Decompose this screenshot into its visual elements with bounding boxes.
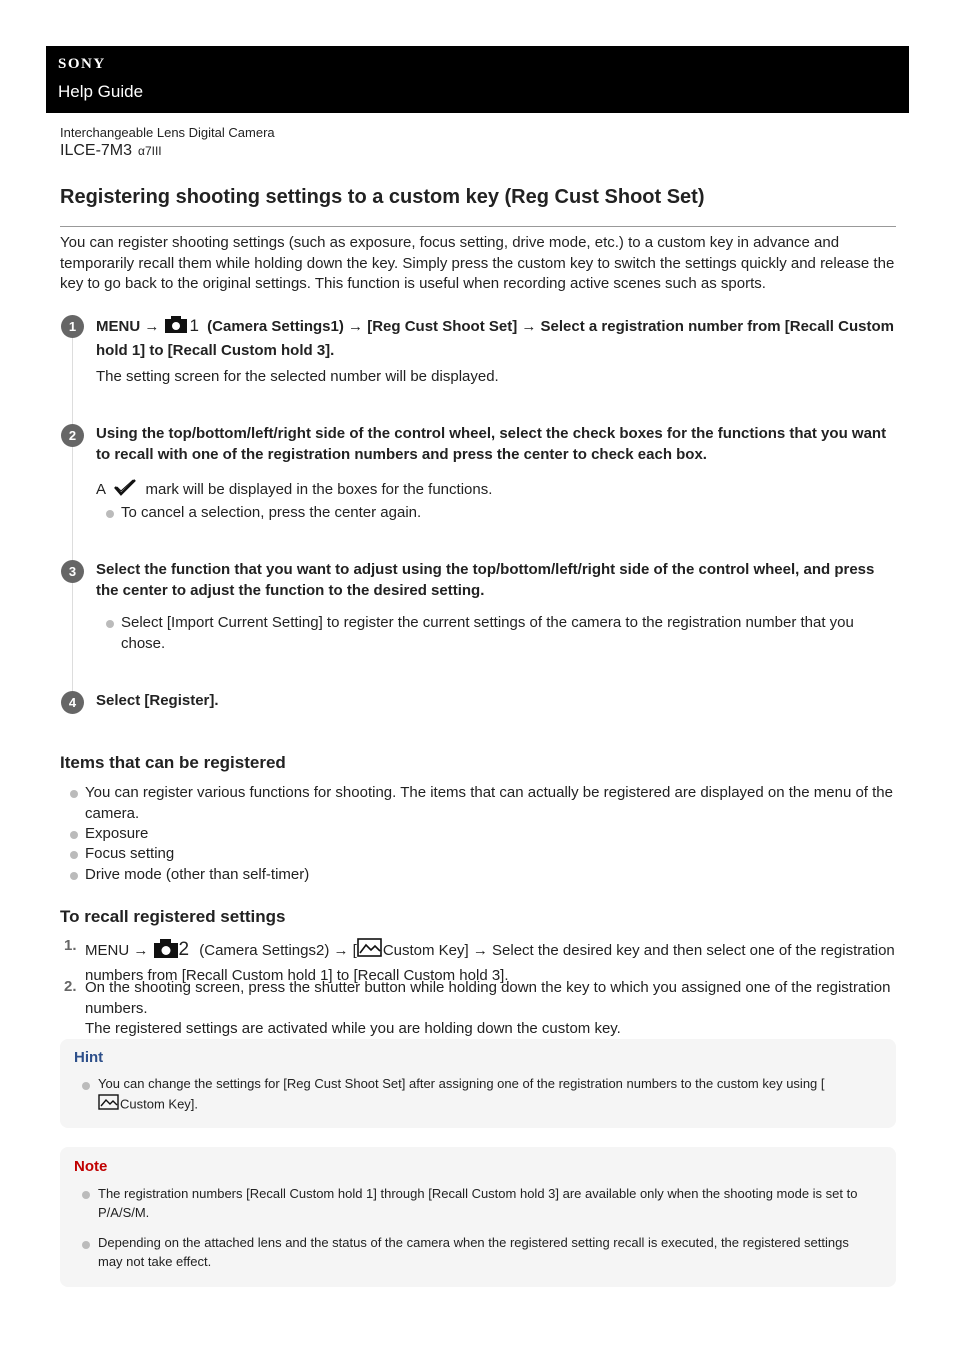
step-1-result: The setting screen for the selected number will be displayed. <box>96 368 499 385</box>
help-guide-label: Help Guide <box>58 82 144 101</box>
intro-paragraph: You can register shooting settings (such as exposure, focus setting, drive mode, etc.) to a custom key in advance and temporarily recall them while holding down the key. Simply press the custom key to switch the settings quickly and release the key to go back to the original settings. This function is useful when recording active scenes such as sports. <box>60 234 895 292</box>
model-alpha: α7III <box>138 144 162 158</box>
hint-text-post: Custom Key]. <box>120 1096 199 1112</box>
bullet-icon <box>70 851 78 859</box>
list-item: Focus setting <box>85 845 175 862</box>
bullet-icon <box>82 1191 90 1199</box>
items-heading: Items that can be registered <box>60 753 286 772</box>
bullet-icon <box>106 620 114 628</box>
step-3-instruction: Select the function that you want to adjust using the top/bottom/left/right side of the control wheel, and press the center to adjust the function to the desired setting. <box>96 561 875 599</box>
note-item: Depending on the attached lens and the status of the camera when the registered setting recall is executed, the registered settings may not take effect. <box>98 1235 849 1269</box>
recall-step-1-pre: MENU → <box>85 942 149 960</box>
bullet-icon <box>82 1082 90 1090</box>
custom-key-icon <box>357 938 383 965</box>
step-1-instruction <box>96 314 896 361</box>
recall-step-number-2: 2. <box>64 978 77 995</box>
hint-title: Hint <box>74 1049 104 1066</box>
list-item: You can register various functions for shooting. The items that can actually be registered are displayed on the menu of the camera. <box>85 784 893 822</box>
title-divider <box>60 226 896 227</box>
step-2-instruction: Using the top/bottom/left/right side of the control wheel, select the check boxes for the functions that you want to recall with one of the registration numbers and press the center to check each box. <box>96 425 887 463</box>
recall-step-2-result: The registered settings are activated while you are holding down the custom key. <box>85 1020 621 1037</box>
recall-heading: To recall registered settings <box>60 907 286 926</box>
camera-settings-icon <box>153 937 179 966</box>
list-item: Drive mode (other than self-timer) <box>85 866 310 883</box>
camera-settings-icon-number: 1 <box>189 316 199 336</box>
step-2-bullet: To cancel a selection, press the center again. <box>121 504 422 521</box>
hint-box <box>60 1039 896 1128</box>
model-code: ILCE-7M3 <box>60 142 133 159</box>
recall-step-2: On the shooting screen, press the shutter button while holding down the key to which you assigned one of the registration numbers. <box>85 979 891 1017</box>
step-number-4: 4 <box>61 691 84 714</box>
bullet-icon <box>106 510 114 518</box>
bullet-icon <box>70 872 78 880</box>
steps-connector <box>72 326 73 702</box>
step-2-result-post: mark will be displayed in the boxes for the functions. <box>145 481 493 499</box>
recall-step-number-1: 1. <box>64 937 77 954</box>
hint-text <box>98 1075 868 1116</box>
step-number-1: 1 <box>61 315 84 338</box>
step-number-3: 3 <box>61 560 84 583</box>
step-2-result <box>96 477 896 504</box>
step-1-path: (Camera Settings1) → [Reg Cust Shoot Set] → Select a registration number from [Recall Custom hold 1] to [Recall Custom hold 3]. <box>96 318 894 359</box>
recall-step-1-mid: (Camera Settings2) → [ <box>199 942 357 960</box>
note-box <box>60 1147 896 1287</box>
custom-key-icon <box>98 1094 120 1117</box>
bullet-icon <box>82 1241 90 1249</box>
step-3-bullet: Select [Import Current Setting] to register the current settings of the camera to the registration number that you chose. <box>121 614 854 652</box>
bullet-icon <box>70 831 78 839</box>
step-number-2: 2 <box>61 424 84 447</box>
hint-text-pre: You can change the settings for [Reg Cust Shoot Set] after assigning one of the registration numbers to the custom key using [ <box>98 1076 825 1091</box>
note-item: The registration numbers [Recall Custom hold 1] through [Recall Custom hold 3] are available only when the shooting mode is set to P/A/S/M. <box>98 1186 858 1220</box>
product-model <box>60 142 162 160</box>
product-type: Interchangeable Lens Digital Camera <box>60 125 275 140</box>
camera-settings-icon-number: 2 <box>178 939 190 961</box>
step-2-result-pre: A <box>96 481 106 499</box>
sony-logo: SONY <box>58 56 106 72</box>
page-header <box>46 46 909 113</box>
note-title: Note <box>74 1158 108 1175</box>
bullet-icon <box>70 790 78 798</box>
checkmark-icon <box>113 477 137 504</box>
list-item: Exposure <box>85 825 149 842</box>
page-title: Registering shooting settings to a custom key (Reg Cust Shoot Set) <box>60 186 705 208</box>
recall-step-1-post: Custom Key] → Select the desired key and then select one of the registration numbers from [Recall Custom hold 1] to [Recall Custom hold 3]. <box>85 942 895 984</box>
step-1-menu: MENU → <box>96 318 160 336</box>
step-4-instruction: Select [Register]. <box>96 692 219 709</box>
